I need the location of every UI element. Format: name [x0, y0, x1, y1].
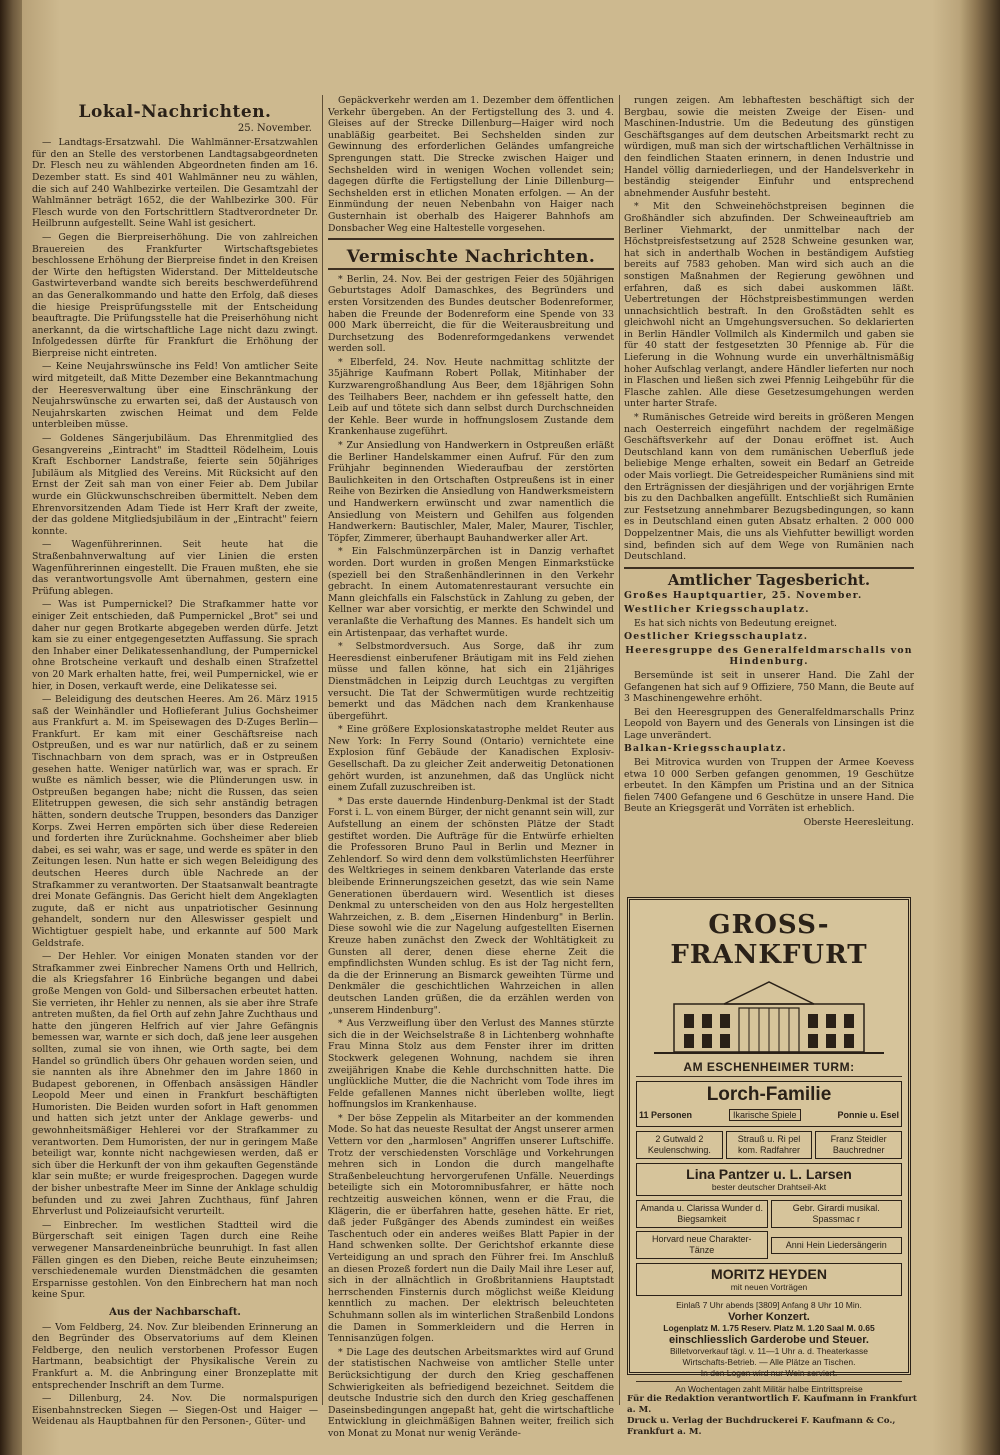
ad-act-desc: mit neuen Vorträgen — [730, 1282, 808, 1292]
headliner-extra: Ponnie u. Esel — [837, 1110, 899, 1120]
heading-rule — [624, 567, 914, 569]
ad-subtitle: AM ESCHENHEIMER TURM: — [683, 1060, 855, 1074]
report-line: Bei den Heeresgruppen des Generalfeldmarschalls Prinz Leopold von Bayern und des Generals von Linsingen ist die Lage unverändert. — [624, 706, 914, 741]
article-paragraph: * Elberfeld, 24. Nov. Heute nachmittag schlitzte der 35jährige Kaufmann Robert Pollak, Mitinhaber der Kurzwarengroßhandlung Aus Beer, dem 18jährigen Sohn des Teilhabers Beer, nachdem er ihn gefesselt hatte, den Leib auf und tötete sich dann selbst durch Durchschneiden der Kehle. Beer wurde in hoffnungslosem Zustande dem Krankenhause zugeführt. — [328, 356, 614, 438]
article-paragraph: rungen zeigen. Am lebhaftesten beschäftigt sich der Bergbau, sowie die meisten Zweige der Eisen- und Maschinen-Industrie. Um die Bedeutung des günstigen Geschäftsganges auf dem deutschen Arbeitsmarkt recht zu würdigen, muß man sich der wirtschaftlichen Verhältnisse in den feindlichen Staaten erinnern, in denen Industrie und Handel völlig darniederliegen, und der Handelsverkehr in beständig steigender Einfuhr und entsprechend abnehmender Ausfuhr besteht. — [624, 95, 914, 199]
report-theatre: Balkan-Kriegsschauplatz. — [624, 743, 787, 755]
ad-act: Gebr. Girardi musikal. Spassmac r — [771, 1200, 903, 1228]
article-paragraph: * Selbstmordversuch. Aus Sorge, daß ihr zum Heeresdienst einberufener Bräutigam mit ins Feld ziehen müsse und fallen könne, hat sich ein 21jähriges Dienstmädchen in Leipzig durch Leuchtgas zu vergiften versucht. Die Tat der Schwermütigen wurde rechtzeitig bemerkt und das Mädchen nach dem Krankenhause übergeführt. — [328, 641, 614, 722]
subsection-heading: Aus der Nachbarschaft. — [109, 1306, 241, 1318]
divider — [636, 1076, 902, 1077]
ad-act-box — [636, 1163, 902, 1196]
article-paragraph: — Wagenführerinnen. Seit heute hat die Straßenbahnverwaltung auf vier Linien die ersten Wagenführerinnen eingestellt. Die Frauen mußten, ehe sie das verantwortungsvolle Amt übernahmen, gestern eine Prüfung ablegen. — [32, 539, 318, 597]
headliner-act: Ikarische Spiele — [729, 1109, 801, 1121]
report-line: Es hat sich nichts von Bedeutung ereignet. — [634, 617, 837, 629]
report-army-group: Heeresgruppe des Generalfeldmarschalls von Hindenburg. — [625, 644, 913, 668]
article-paragraph: * Das erste dauernde Hindenburg-Denkmal ist der Stadt Forst i. L. von einem Bürger, der nicht genannt sein will, zur Aufstellung an einem der schönsten Plätze der Stadt gestiftet worden. Die Aufträge für die Entwürfe erhielten die Professoren Bruno Paul in Berlin und Mezner in Zehlendorf. So wird denn dem volkstümlichsten Heerführer des Weltkrieges in seinem denkbaren Vaterlande das erste bleibende Erinnerungszeichen gesetzt, das wie sein Name Generationen überdauern wird. Wesentlich ist dieses Denkmal zu unterscheiden von den aus Holz hergestellten Wahrzeichen, z. B. dem „Eisernen Hindenburg" in Berlin. Diese sowohl wie die zur Nagelung aufgestellten Eisernen Kreuze haben zunächst den Zweck der Wohltätigkeit zu Gunsten all derer, denen diese eherne Zeit die empfindlichsten Wunden schlug. Es ist der Tag nicht fern, da die der Erinnerung an Bismarck geweihten Türme und Denkmäler die geschichtlichen Wahrzeichen in allen deutschen Landen grüßen, die da erzählen werden von „unserem Hindenburg". — [328, 795, 614, 1016]
ad-times: Einlaß 7 Uhr abends [3809] Anfang 8 Uhr 10 Min. — [676, 1300, 862, 1310]
article-paragraph: — Keine Neujahrswünsche ins Feld! Von amtlicher Seite wird mitgeteilt, daß Mitte Dezember eine Bekanntmachung der Heeresverwaltung über eine Einschränkung der Neujahrswünsche zu erwarten sei, daß der Austausch von Neujahrskarten zwischen Heimat und dem Felde unterbleiben müsse. — [32, 361, 318, 431]
report-theatre: Westlicher Kriegsschauplatz. — [624, 603, 810, 615]
imprint-editor: Für die Redaktion verantwortlich F. Kaufmann in Frankfurt a. M. — [627, 1394, 917, 1415]
report-theatre: Oestlicher Kriegsschauplatz. — [624, 631, 809, 643]
article-paragraph: * Mit den Schweinehöchstpreisen beginnen die Großhändler sich abzufinden. Der Schweineauftrieb am Berliner Viehmarkt, der unmittelbar nach der Höchstpreisfestsetzung auf 2528 Schweine gesunken war, hat sich in anderthalb Wochen in beständigem Aufstieg bereits auf 7583 gehoben. Man wird sich auch an die sonstigen Maßnahmen der Regierung gewöhnen und erfahren, daß es sich dabei auskommen läßt. Uebertretungen der Höchstpreisbestimmungen werden unnachsichtlich bestraft. In den Großstädten sehlt es gleichwohl nicht an Umgehungsversuchen. So deklarierten in Berlin Händler Vollmilch als Kindermilch und gaben sie für 40 statt der festgesetzten 30 Pfennige ab. Für die Lieferung in die Wohnung wurde ein unverhältnismäßig hoher Aufschlag verlangt, andere Händler lieferten nur noch in Flaschen und ließen sich zwei Pfennig Leihgebühr für die Flasche zahlen. Alle diese Gesetzesumgehungen werden unter harter Strafe. — [624, 201, 914, 410]
ad-act-desc: bester deutscher Drahtseil-Akt — [711, 1182, 827, 1192]
article-paragraph: — Dillenburg, 24. Nov. Die normalspurigen Eisenbahnstrecken Siegen — Siegen-Ost und Haiger — Weidenau als Hauptbahnen für den Personen-, Güter- und — [32, 1393, 318, 1428]
binding-edge — [0, 0, 22, 1455]
column-miscellaneous — [328, 95, 614, 1445]
section-heading: Vermischte Nachrichten. — [346, 247, 596, 268]
article-paragraph: — Landtags-Ersatzwahl. Die Wahlmänner-Ersatzwahlen für den an Stelle des verstorbenen Landtagsabgeordneten Dr. Flesch neu zu wählenden Abgeordneten finden am 16. Dezember statt. Es sind 401 Wahlmänner neu zu wählen, die sich auf 240 Wahlbezirke verteilen. Die Gesamtzahl der Wahlmänner beträgt 1652, die der Wahlbezirke 300. Für Flesch wurde von den Fortschrittlern Stadtverordneter Dr. Heilbrunn aufgestellt. Seine Wahl ist gesichert. — [32, 137, 318, 230]
headliner-persons: 11 Personen — [639, 1110, 693, 1120]
imprint — [627, 1394, 917, 1438]
column-rule — [322, 95, 323, 1405]
article-paragraph: * Die Lage des deutschen Arbeitsmarktes wird auf Grund der statistischen Nachweise von amtlicher Stelle unter Berücksichtigung der durch den Krieg geschaffenen Schwierigkeiten als befriedigend bezeichnet. Seitdem die deutsche Industrie sich den durch den Krieg geschaffenen Daseinsbedingungen angepaßt hat, geht die wirtschaftliche Entwicklung in gleichmäßigen Bahnen weiter, freilich sich von Monat zu Monat nur wenig Verände- — [328, 1346, 614, 1439]
imprint-publisher: Druck u. Verlag der Buchdruckerei F. Kaufmann & Co., Frankfurt a. M. — [627, 1416, 896, 1437]
article-paragraph: * Zur Ansiedlung von Handwerkern in Ostpreußen erläßt die Berliner Handelskammer einen Aufruf. Für den zum Frühjahr beginnenden Wiederaufbau der zerstörten Baulichkeiten in den Ortschaften Ostpreußens ist in einer Reihe von Bezirken die Ansiedlung von Handwerksmeistern und Handwerkern erwünscht und zwar namentlich die Ansiedlung von Meistern und Gehilfen aus folgenden Handwerkern: Bautischler, Maler, Maler, Maurer, Tischler, Töpfer, Zimmerer, überhaupt Bauhandwerker aller Art. — [328, 440, 614, 544]
article-paragraph: — Der Hehler. Vor einigen Monaten standen vor der Strafkammer zwei Einbrecher Namens Orth und Hellrich, die als Kriegsfahrer 16 Einbrüche begangen und dabei große Mengen von Gold- und Silbersachen erbeutet hatten. Sie verrieten, ihr Hehler zu nennen, als sie aber ihre Strafe antreten mußten, da fiel Orth auf zehn Jahre Zuchthaus und hatte den jüngeren Helfrich auf vier Jahre Gefängnis bemessen war, warnte er sich doch, daß jene leer ausgehen sollten, zumal sie von ihnen, wie Orth sagte, bei dem Handel so gründlich übers Ohr gehauen worden seien, und sie nannten als ihre Abnehmer den im Jahre 1860 in Budapest geborenen, in Offenbach ansässigen Händler Leopold Meer und einen in Frankfurt beschäftigten Humoristen. Die Beiden wurden sofort in Haft genommen und hatten sich jetzt unter der Anklage gewerbs- und gewohnheitsmäßiger Hehlerei vor der Strafkammer zu verantworten. Dem Humoristen, der nur in geringem Maße beteiligt war, konnte nicht nachgewiesen werden, daß er sich über die Herkunft der von ihm gekauften Gegenstände klar sein mußte; er wurde freigesprochen. Dagegen wurde der bisher unbestrafte Meer im Sinne der Anklage schuldig befunden und zu zwei Jahren Zuchthaus, fünf Jahren Ehrverlust und Polizeiaufsicht verurteilt. — [32, 951, 318, 1218]
ad-concert: Vorher Konzert. — [728, 1311, 810, 1323]
article-paragraph: * Rumänisches Getreide wird bereits in größeren Mengen nach Oesterreich eingeführt nachdem der regelmäßige Geschäftsverkehr auf der Donau eröffnet ist. Auch Deutschland kann von dem rumänischen Ueberfluß jede beliebige Menge erhalten, soweit ein Bedarf an Getreide oder Mais vorliegt. Die Getreidespeicher Rumäniens sind mit den Erträgnissen der diesjährigen und der vorjährigen Ernte bis zu den Dachbalken angefüllt. Entschließt sich Rumänien zur Festsetzung annehmbarer Bezugsbedingungen, so kann es in Deutschland einen guten Absatz erhalten. 2 000 000 Doppelzentner Mais, die uns als Viehfutter bewilligt worden sind, befinden sich auf dem Wege von Rumänien nach Deutschland. — [624, 412, 914, 563]
report-line: Bersemünde ist seit in unserer Hand. Die Zahl der Gefangenen hat sich auf 9 Offiziere, 750 Mann, die Beute auf 3 Maschinengewehre erhöht. — [624, 669, 914, 705]
ad-headliner-box — [636, 1081, 902, 1127]
page-stack-edge — [960, 0, 1000, 1455]
report-signature: Oberste Heeresleitung. — [803, 817, 914, 829]
theatre-building-illustration — [654, 974, 884, 1056]
column-rule — [619, 95, 620, 1405]
article-paragraph: — Was ist Pumpernickel? Die Strafkammer hatte vor einiger Zeit entschieden, daß Pumpernickel „Brot" sei und daher nur gegen Brotkarte abgegeben werden dürfe. Jetzt kam sie zu einer entgegengesetzten Auffassung. Sie sprach den Inhaber einer Delikatessenhandlung, der Pumpernickel ohne Brotscheine verkauft und deshalb einen Strafzettel von 20 Mark erhalten hatte, frei, weil Pumpernickel, wie er hier, in Dosen, verkauft werde, eine Delikatesse sei. — [32, 599, 318, 692]
report-title: Amtlicher Tagesbericht. — [667, 570, 871, 589]
ad-act: Anni Hein Liedersängerin — [771, 1237, 903, 1254]
ad-act: Strauß u. Ri pel kom. Radfahrer — [726, 1131, 813, 1159]
ad-act-name: MORITZ HEYDEN — [711, 1266, 827, 1282]
ad-act-box — [636, 1263, 902, 1296]
article-paragraph: * Der böse Zeppelin als Mitarbeiter an der kommenden Mode. So hat das neueste Resultat der Angst unserer armen Vettern vor den „harmlosen" Angriffen unserer Luftschiffe. Trotz der verschiedensten Vorschläge und Vorkehrungen mehren sich in London die durch mangelhafte Straßenbeleuchtung hervorgerufenen Unfälle. Neuerdings beteiligte sich ein Motoromnibusfahrer, er hätte noch rechtzeitig ausweichen können, wenn er die Frau, die Klägerin, die er überfahren hatte, gesehen hätte. Er riet, daß jeder Fußgänger des Abends zumindest ein weißes Taschentuch oder ein anderes weißes Blatt Papier in der Hand schwenken sollte. Der Gerichtshof erkannte diese Verteidigung an und sprach den Führer frei. Im Anschluß an diesen Prozeß fordert nun die Daily Mail ihre Leser auf, sich in der allnächtlich in Großbritanniens Hauptstadt herrschenden Finsternis durch möglichst weiße Kleidung kenntlich zu machen. Der elektrisch beleuchteten Schuhmann sollen als im winterlichen Straßenbild Londons die Damen in Sommerkleidern und die Herren in Tennisanzügen folgen. — [328, 1112, 614, 1345]
ad-acts-row — [636, 1231, 902, 1259]
ad-wine: In den Logen wird nur Wein serviert. — [700, 1368, 838, 1378]
report-dateline: Großes Hauptquartier, 25. November. — [624, 590, 863, 602]
article-paragraph: Gepäckverkehr werden am 1. Dezember dem öffentlichen Verkehr übergeben. An der Fertigstellung des 3. und 4. Gleises auf der Strecke Dillenburg—Haiger wird noch unabläßig gearbeitet. Bei Sechshelden sinden zur Gewinnung des erforderlichen Geländes umfangreiche Sprengungen statt. Die Strecke zwischen Haiger und Sechshelden wird in wenigen Wochen vollendet sein; dagegen dürfte die Fertigstellung der Linie Dillenburg—Sechshelden erst in etlichen Monaten erfolgen. — An der Einmündung der neuen Nebenbahn von Haiger nach Gusternhain ist oberhalb des Haigerer Bahnhofs am Donsbacher Weg eine Haltestelle vorgesehen. — [328, 95, 614, 234]
heading-rule — [328, 238, 614, 240]
ad-act: Amanda u. Clarissa Wunder d. Biegsamkeit — [636, 1200, 768, 1228]
headliner-name: Lorch-Familie — [706, 1084, 832, 1105]
ad-presale: Billetvorverkauf tägl. v. 11—1 Uhr a. d. Theaterkasse — [670, 1346, 868, 1356]
headliner-details — [639, 1109, 899, 1121]
theatre-advertisement — [627, 897, 911, 1394]
ad-acts-row — [636, 1131, 902, 1159]
ad-wardrobe: einschliesslich Garderobe und Steuer. — [669, 1334, 869, 1346]
ad-act: 2 Gutwald 2 Keulenschwing. — [636, 1131, 723, 1159]
ad-prices: Logenplatz M. 1.75 Reserv. Platz M. 1.20 Saal M. 0.65 — [663, 1323, 875, 1333]
dateline: 25. November. — [237, 122, 312, 134]
ad-act: Horvard neue Charakter-Tänze — [636, 1231, 768, 1259]
article-paragraph: — Einbrecher. Im westlichen Stadtteil wird die Bürgerschaft seit einigen Tagen durch eine Reihe verwegener Mansardeneinbrüche beunruhigt. In fast allen Fällen gingen es den Dieben, reiche Beute einzuheimsen; verschiedenemale wurden Dienstmädchen die gesamten Ersparnisse gestohlen. Von den Einbrechern hat man noch keine Spur. — [32, 1219, 318, 1301]
ad-act: Franz Steidler Bauchredner — [815, 1131, 902, 1159]
article-paragraph: * Ein Falschmünzerpärchen ist in Danzig verhaftet worden. Dort wurden in großen Mengen Einmarkstücke (speziell bei den Straßenhändlerinnen in den Verkehr gebracht. In einem Automatenrestaurant versuchte ein Mann gleichfalls ein Falschstück in Zahlung zu geben, der Kellner war aber vorsichtig, er merkte den Schwindel und veranlaßte die Verhaftung des Mannes. Es handelt sich um ein Artistenpaar, das verhaftet wurde. — [328, 546, 614, 639]
ad-title: GROSS-FRANKFURT — [670, 910, 868, 970]
article-paragraph: — Goldenes Sängerjubiläum. Das Ehrenmitglied des Gesangvereins „Eintracht" im Stadtteil Rödelheim, Louis Kraft Eschborner Landstraße, feierte sein 50jähriges Jubiläum als Mitglied des Vereins. Mit Rücksicht auf den Ernst der Zeit sah man von einer Feier ab. Dem Jubilar wurde ein Glückwunschschreiben übermittelt. Neben dem Ehrenvorsitzenden Adam Tiede ist Herr Kraft der zweite, der das goldene Mitgliedsjubiläum in der „Eintracht" feiern konnte. — [32, 433, 318, 537]
column-economy-report — [624, 95, 914, 895]
report-line: Bei Mitrovica wurden von Truppen der Armee Koevess etwa 10 000 Serben gefangen genommen, 19 Geschütze erbeutet. In den Kämpfen um Pristina und an der Sitnica fielen 7400 Gefangene und 6 Geschütze in unsere Hand. Die Beute an Kriegsgerät und Vorräten ist erheblich. — [624, 757, 914, 815]
official-daily-report — [624, 570, 914, 829]
ad-acts-row — [636, 1200, 902, 1228]
article-paragraph: — Gegen die Bierpreiserhöhung. Die von zahlreichen Brauereien des Frankfurter Wirtschaftsgebietes beschlossene Erhöhung der Bierpreise findet in den Kreisen der Wirte den heftigsten Widerstand. Der Mitteldeutsche Gastwirteverband wandte sich bereits beschwerdeführend an das Generalkommando und hatte den Erfolg, daß dieses die hiesige Preisprüfungsstelle mit der Entscheidung beauftragte. Die Prüfungsstelle hat die Preiserhöhung nicht anerkannt, da die wirtschaftliche Lage nicht dazu zwingt. Infolgedessen dürfte für Frankfurt die Erhöhung der Bierpreise nicht eintreten. — [32, 231, 318, 359]
ad-military: An Wochentagen zahlt Militär halbe Eintrittspreise — [675, 1384, 863, 1394]
column-local-news — [32, 95, 318, 1445]
ad-act-name: Lina Pantzer u. L. Larsen — [686, 1166, 852, 1182]
heading-rule — [328, 268, 614, 270]
article-paragraph: — Vom Feldberg, 24. Nov. Zur bleibenden Erinnerung an den Begründer des Observatoriums auf dem Kleinen Feldberge, den neulich verstorbenen Professor Eugen Hartmann, beabsichtigt der Physikalische Verein zu Frankfurt a. M. die Anbringung einer Bronzeplatte mit entsprechender Inschrift an dem Turme. — [32, 1321, 318, 1391]
divider — [636, 1381, 902, 1382]
article-paragraph: * Aus Verzweiflung über den Verlust des Mannes stürzte sich die in der Weichselstraße 8 in Lichtenberg wohnhafte Frau Minna Stolz aus dem Fenster ihrer im dritten Stockwerk gelegenen Wohnung, nachdem sie ihren zweijährigen Knabe die Kehle durchschnitten hatte. Die unglückliche Mutter, die die Nachricht vom Tode ihres im Felde gefallenen Mannes nicht überleben wollte, liegt hoffnungslos im Krankenhause. — [328, 1018, 614, 1111]
section-heading: Lokal-Nachrichten. — [78, 102, 272, 122]
ad-tables: Wirtschafts-Betrieb. — Alle Plätze an Tischen. — [682, 1357, 856, 1367]
article-paragraph: * Berlin, 24. Nov. Bei der gestrigen Feier des 50jährigen Geburtstages Adolf Damaschkes, des Begründers und ersten Vorsitzenden des Bundes deutscher Bodenreformer, haben die Freunde der Bodenreform eine Spende von 33 000 Mark überreicht, die für die Weiterausbreitung und Durchsetzung des Bodenreformgedankens verwendet werden soll. — [328, 273, 614, 355]
article-paragraph: * Eine größere Explosionskatastrophe meldet Reuter aus New York: In Ferry Sound (Ontario) vernichtete eine Explosion fünf Gebäude der Kanadischen Explosiv-Gesellschaft. Da zu gleicher Zeit anderweitig Detonationen gehört wurden, ist anzunehmen, daß das Unglück nicht einem Zufall zuzuschreiben ist. — [328, 724, 614, 794]
article-paragraph: — Beleidigung des deutschen Heeres. Am 26. März 1915 saß der Weinhändler und Hoflieferant Julius Gochsheimer aus Frankfurt a. M. im Speisewagen des D-Zuges Berlin—Frankfurt. Er kam mit einer Geschäftsreise nach Ostpreußen, und es war nur natürlich, daß er zu seinem Tischnachbarn von dem sprach, was er in Ostpreußen gesehen hatte. Weniger natürlich war, was er sprach. Er wußte es nämlich besser, wie die Plünderungen usw. in Ostpreußen begangen habe; nicht die Russen, das seien Elitetruppen gewesen, die sich sehr anständig betragen hätten, sondern deutsche Truppen, besonders das Danziger Korps. Zwei Herren empörten sich über diese Redereien und forderten ihre Zurücknahme. Gochsheimer aber blieb dabei, es sei wahr, was er sage, und werde es später in den Zeitungen lesen. Nun hatte er sich wegen Beleidigung des deutschen Heeres durch üble Nachrede an der Strafkammer zu verantworten. Der Staatsanwalt beantragte drei Monate Gefängnis. Das Gericht hielt dem Angeklagten zugute, daß er nicht aus unpatriotischer Gesinnung gehandelt, sondern nur den Alleswisser gespielt und Wichtigtuer gespielt habe, und erkannte auf 500 Mark Geldstrafe. — [32, 694, 318, 949]
